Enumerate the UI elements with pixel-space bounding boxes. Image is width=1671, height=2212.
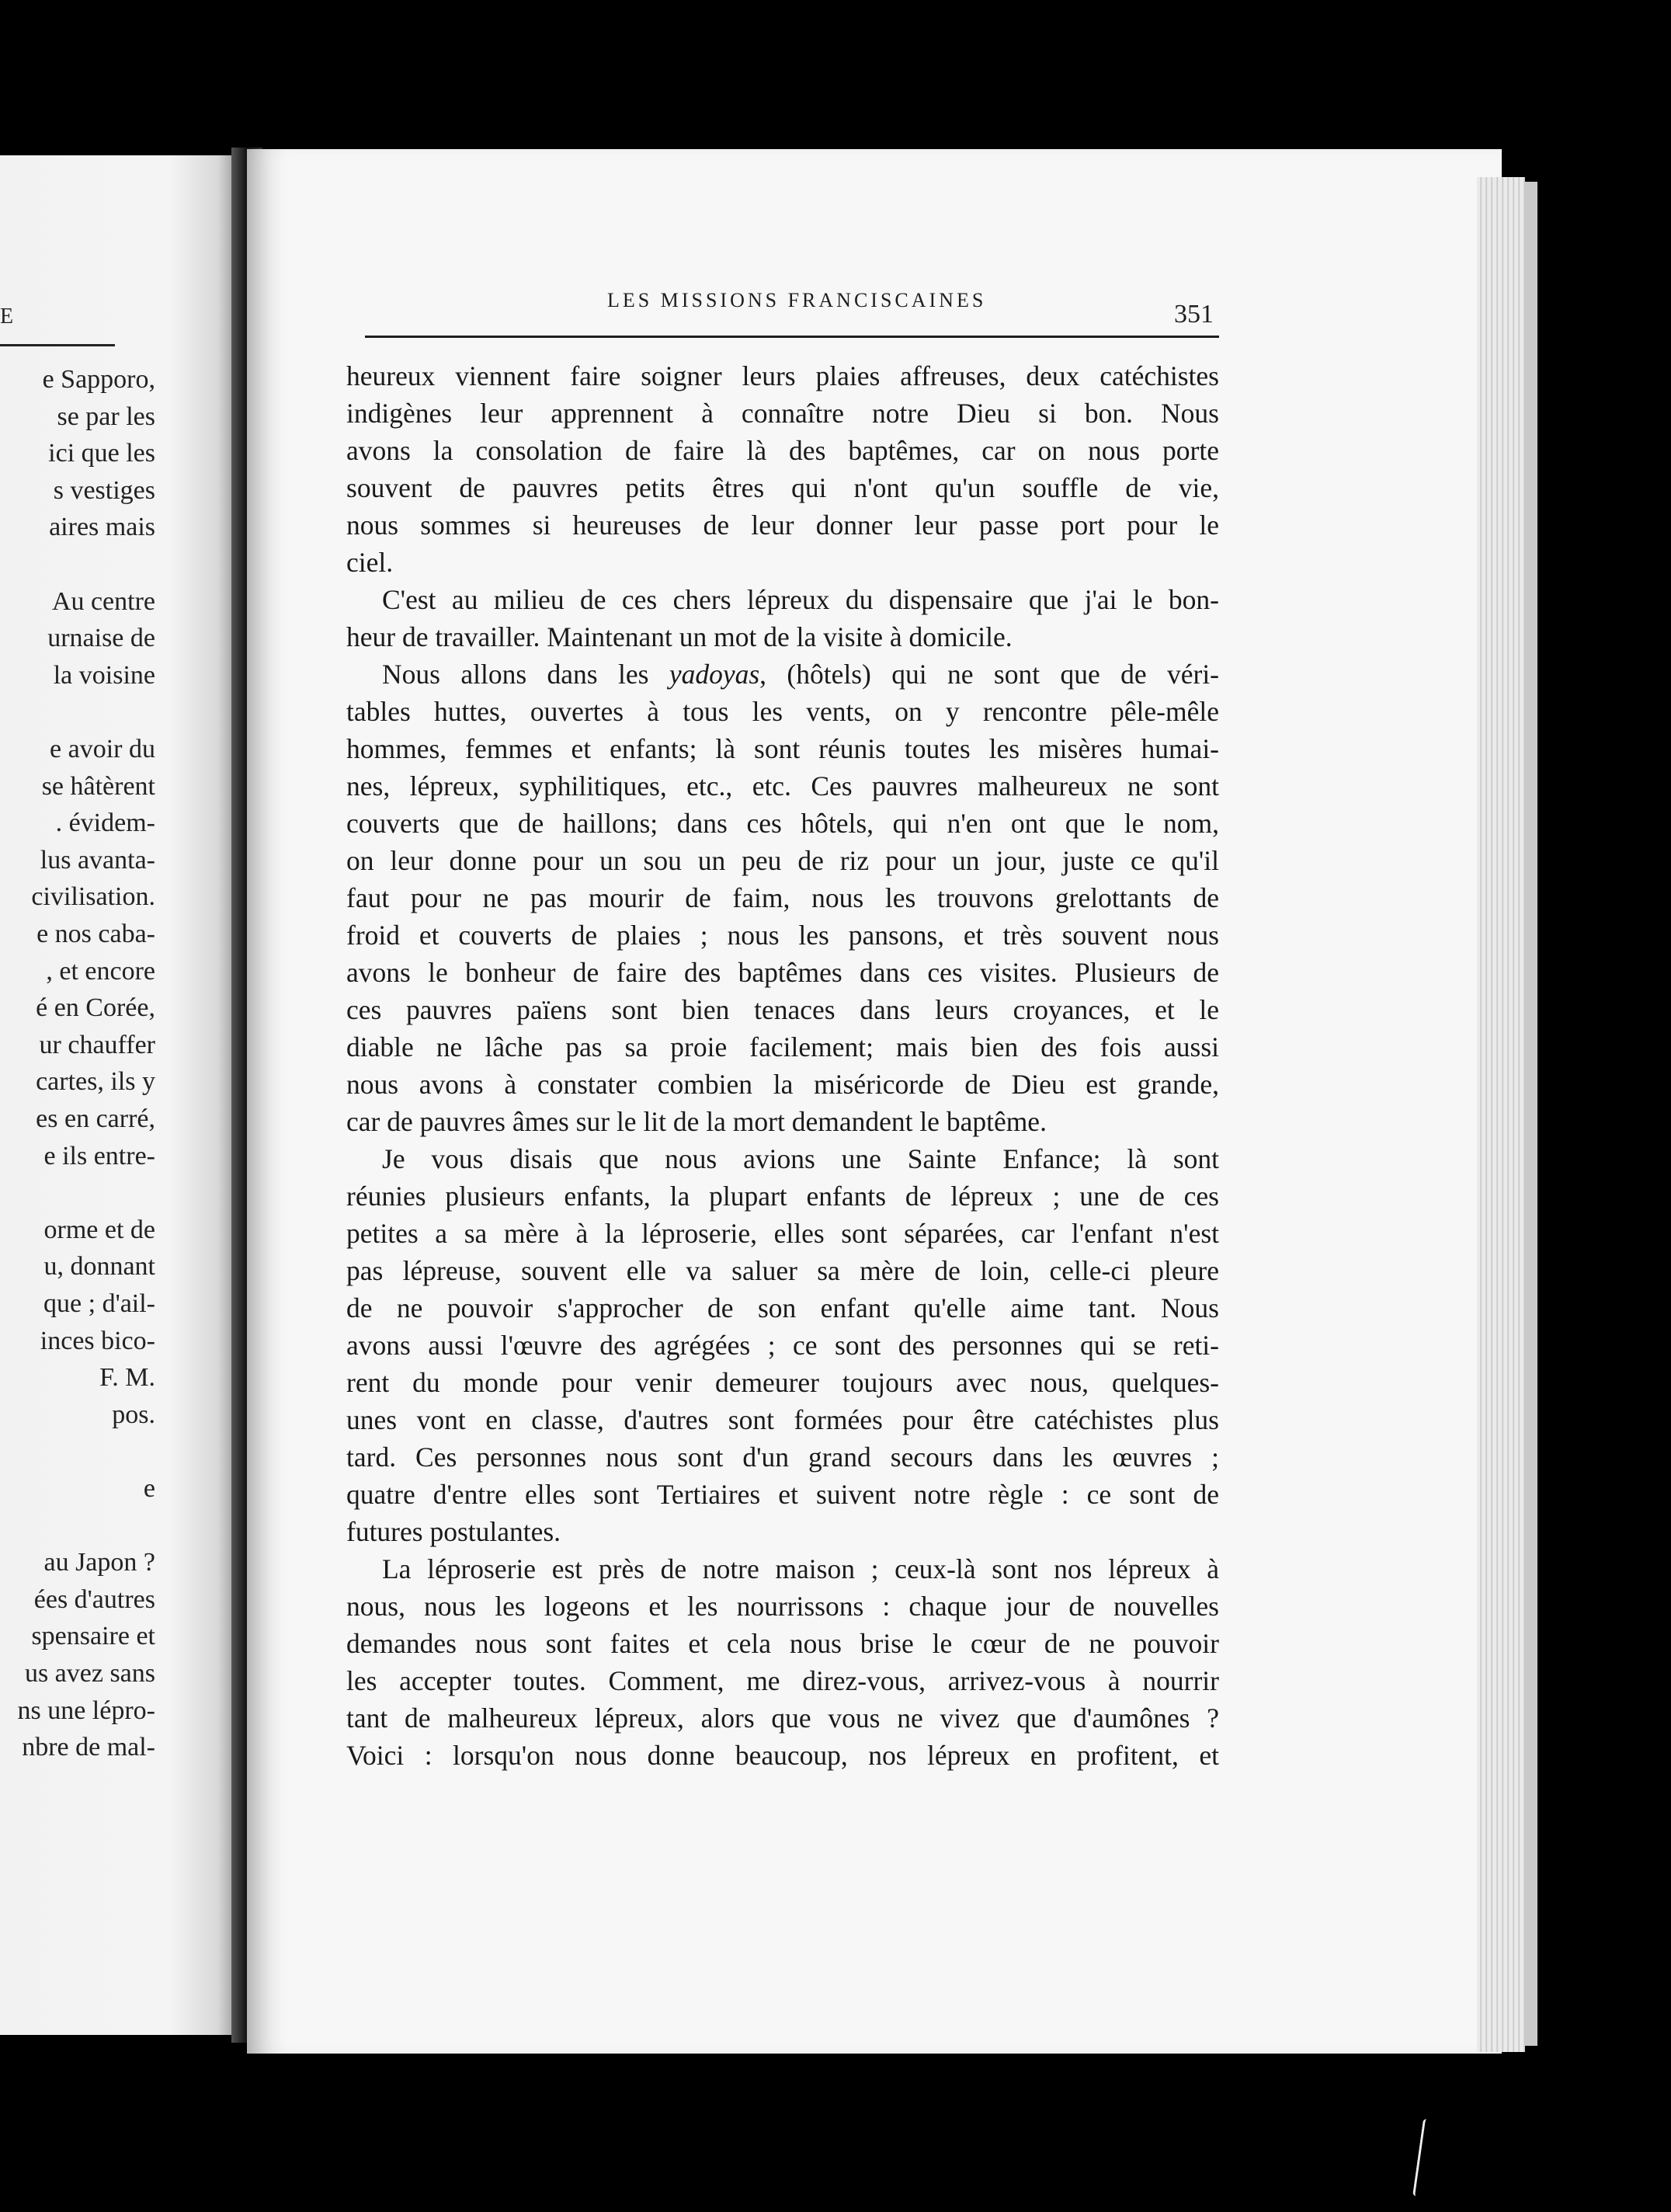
text-line: tables huttes, ouvertes à tous les vents, on y rencontre pêle-mêle: [346, 696, 1219, 727]
text-line: demandes nous sont faites et cela nous brise le cœur de ne pouvoir: [346, 1628, 1219, 1659]
text-line: de ne pouvoir s'approcher de son enfant qu'elle aime tant. Nous: [346, 1292, 1219, 1323]
text-line: souvent de pauvres petits êtres qui n'ont qu'un souffle de vie,: [346, 472, 1219, 503]
left-text-line: urnaise de: [47, 624, 155, 653]
left-text-line: civilisation.: [31, 882, 155, 912]
left-text-line: orme et de: [43, 1215, 155, 1244]
text-line: réunies plusieurs enfants, la plupart enfants de lépreux ; une de ces: [346, 1181, 1219, 1212]
left-text-line: s vestiges: [53, 475, 155, 505]
text-line: avons le bonheur de faire des baptêmes dans ces visites. Plusieurs de: [346, 957, 1219, 988]
text-line: C'est au milieu de ces chers lépreux du dispensaire que j'ai le bon-: [382, 584, 1219, 615]
left-header-rule: [0, 344, 115, 346]
italic-term: yadoyas: [669, 659, 760, 690]
left-text-line: nbre de mal-: [22, 1733, 155, 1762]
text-line: Nous allons dans les yadoyas, (hôtels) qui ne sont que de véri-: [382, 659, 1220, 690]
left-text-line: ur chauffer: [39, 1030, 155, 1059]
text-line: heureux viennent faire soigner leurs plaies affreuses, deux catéchistes: [346, 360, 1219, 391]
left-text-line: F. M.: [99, 1363, 155, 1393]
text-line: unes vont en classe, d'autres sont formées pour être catéchistes plus: [346, 1404, 1219, 1435]
text-line: Je vous disais que nous avions une Sainte Enfance; là sont: [382, 1143, 1219, 1174]
left-text-line: e ils entre-: [43, 1141, 155, 1170]
page-edges: [1477, 177, 1525, 2052]
text-line: froid et couverts de plaies ; nous les pansons, et très souvent nous: [346, 920, 1219, 951]
left-text-line: e avoir du: [50, 735, 155, 763]
text-line: diable ne lâche pas sa proie facilement; mais bien des fois aussi: [346, 1031, 1219, 1063]
left-text-line: é en Corée,: [36, 993, 155, 1023]
left-text-line: es en carré,: [36, 1104, 155, 1133]
text-line: car de pauvres âmes sur le lit de la mort demandent le baptême.: [346, 1106, 1047, 1137]
text-line: petites a sa mère à la léproserie, elles sont séparées, car l'enfant n'est: [346, 1218, 1219, 1249]
left-text-line: spensaire et: [31, 1622, 155, 1651]
left-text-line: u, donnant: [43, 1252, 155, 1282]
text-line: on leur donne pour un sou un peu de riz pour un jour, juste ce qu'il: [346, 845, 1219, 876]
left-text-line: us avez sans: [24, 1659, 155, 1688]
left-text-line: que ; d'ail-: [43, 1289, 155, 1318]
text-line: nous sommes si heureuses de leur donner leur passe port pour le: [346, 510, 1219, 541]
left-text-line: ici que les: [48, 439, 155, 468]
running-head: LES MISSIONS FRANCISCAINES: [607, 289, 987, 311]
left-text-line: . évidem-: [55, 809, 155, 838]
text-line: heur de travailler. Maintenant un mot de la visite à domicile.: [346, 621, 1013, 652]
text-line: tard. Ces personnes nous sont d'un grand secours dans les œuvres ;: [346, 1442, 1219, 1473]
page-number: 351: [1174, 300, 1214, 329]
text-line: nes, lépreux, syphilitiques, etc., etc. Ces pauvres malheureux ne sont: [346, 770, 1219, 802]
left-text-line: au Japon ?: [43, 1548, 155, 1577]
left-text-line: e: [143, 1474, 155, 1503]
text-line: tant de malheureux lépreux, alors que vous ne vivez que d'aumônes ?: [346, 1702, 1219, 1734]
left-text-line: se hâtèrent: [41, 771, 155, 801]
left-text-line: e nos caba-: [36, 920, 155, 948]
left-text-line: lus avanta-: [40, 845, 155, 875]
left-text-line: Au centre: [51, 586, 155, 616]
text-line: quatre d'entre elles sont Tertiaires et suivent notre règle : ce sont de: [346, 1479, 1219, 1510]
left-text-line: se par les: [57, 402, 155, 431]
left-running-head-fragment: E: [0, 304, 16, 329]
text-line: nous, nous les logeons et les nourrissons : chaque jour de nouvelles: [346, 1591, 1219, 1622]
text-line: indigènes leur apprennent à connaître notre Dieu si bon. Nous: [346, 398, 1219, 429]
text-line: nous avons à constater combien la miséricorde de Dieu est grande,: [346, 1069, 1219, 1100]
left-text-line: ns une lépro-: [17, 1696, 155, 1725]
header-rule: [365, 336, 1219, 338]
left-text-line: la voisine: [53, 660, 155, 690]
left-text-line: ées d'autres: [33, 1584, 155, 1614]
text-line: avons aussi l'œuvre des agrégées ; ce sont des personnes qui se reti-: [346, 1330, 1219, 1361]
text-line: Voici : lorsqu'on nous donne beaucoup, nos lépreux en profitent, et: [346, 1740, 1219, 1771]
text-line: La léproserie est près de notre maison ; ceux-là sont nos lépreux à: [382, 1553, 1219, 1584]
left-text-line: aires mais: [49, 513, 155, 542]
text-line: ces pauvres païens sont bien tenaces dans leurs croyances, et le: [346, 994, 1219, 1025]
text-line: rent du monde pour venir demeurer toujours avec nous, quelques-: [346, 1367, 1219, 1398]
text-line: couverts que de haillons; dans ces hôtels, qui n'en ont que le nom,: [346, 808, 1219, 839]
text-line: ciel.: [346, 547, 394, 578]
text-line: futures postulantes.: [346, 1516, 561, 1547]
text-line: les accepter toutes. Comment, me direz-vous, arrivez-vous à nourrir: [346, 1665, 1219, 1696]
text-line: pas lépreuse, souvent elle va saluer sa mère de loin, celle-ci pleure: [346, 1255, 1219, 1286]
left-text-line: , et encore: [46, 956, 155, 986]
scan-artifact-mark: [1412, 2119, 1430, 2196]
left-text-line: cartes, ils y: [36, 1067, 155, 1097]
left-text-line: inces bico-: [40, 1326, 155, 1355]
left-text-line: e Sapporo,: [42, 365, 155, 394]
body-text: [346, 357, 1219, 1774]
text-line: avons la consolation de faire là des baptêmes, car on nous porte: [346, 435, 1219, 466]
page-edge-shadow: [1525, 182, 1537, 2046]
text-line: faut pour ne pas mourir de faim, nous les trouvons grelottants de: [346, 882, 1219, 913]
left-text-line: pos.: [112, 1400, 155, 1429]
text-line: hommes, femmes et enfants; là sont réunis toutes les misères humai-: [346, 733, 1219, 764]
